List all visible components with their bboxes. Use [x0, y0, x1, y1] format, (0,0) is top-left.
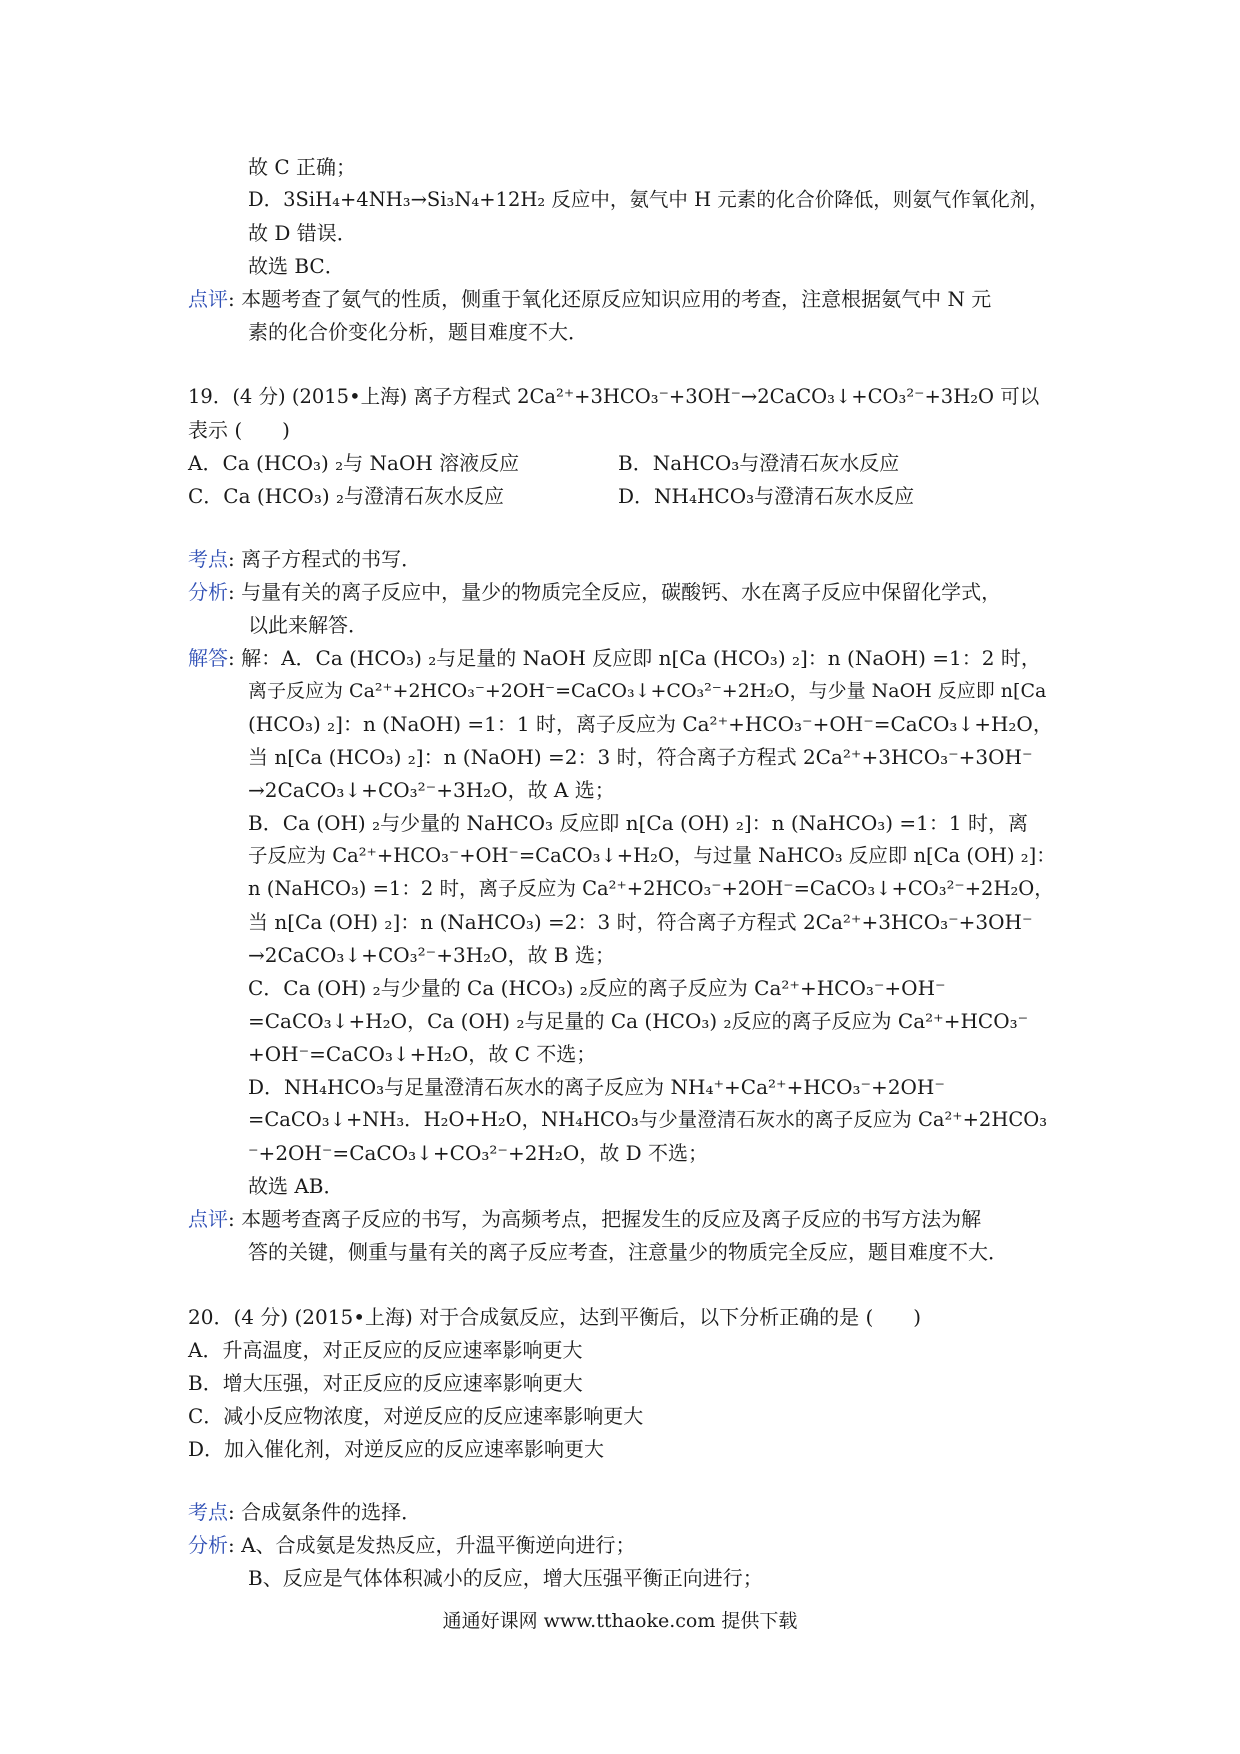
q19-jieda-line: +OH⁻=CaCO₃↓+H₂O，故 C 不选； — [248, 1042, 597, 1066]
prev-answer-line: D．3SiH₄+4NH₃→Si₃N₄+12H₂ 反应中，氨气中 H 元素的化合价降低，则氨气作氧化剂， — [248, 188, 1049, 211]
q19-jieda-line: =CaCO₃↓+NH₃．H₂O+H₂O，NH₄HCO₃与少量澄清石灰水的离子反应为 Ca²⁺+2HCO₃ — [248, 1108, 1048, 1131]
section-label-dianping: 点评 — [188, 287, 228, 311]
q19-jieda-line: B．Ca (OH) ₂与少量的 NaHCO₃ 反应即 n[Ca (OH) ₂]：n (NaHCO₃) =1：1 时，离 — [248, 811, 1028, 835]
q19-option-d: D．NH₄HCO₃与澄清石灰水反应 — [618, 484, 915, 508]
q19-jieda-line: n (NaHCO₃) =1：2 时，离子反应为 Ca²⁺+2HCO₃⁻+2OH⁻=CaCO₃↓+CO₃²⁻+2H₂O， — [248, 877, 1054, 900]
q19-jieda-line: 子反应为 Ca²⁺+HCO₃⁻+OH⁻=CaCO₃↓+H₂O，与过量 NaHCO₃ 反应即 n[Ca (OH) ₂]： — [248, 844, 1056, 867]
q20-stem: 20．(4 分) (2015•上海) 对于合成氨反应，达到平衡后，以下分析正确的是 ( ) — [188, 1305, 922, 1329]
q19-stem: 表示 ( ) — [188, 418, 290, 442]
q20-option-a: A．升高温度，对正反应的反应速率影响更大 — [188, 1338, 583, 1362]
q19-option-b: B．NaHCO₃与澄清石灰水反应 — [618, 451, 900, 475]
q19-option-c: C．Ca (HCO₃) ₂与澄清石灰水反应 — [188, 484, 505, 508]
q20-kaodian: 考点: 合成氨条件的选择． — [188, 1500, 422, 1524]
q19-jieda-line: 当 n[Ca (OH) ₂]：n (NaHCO₃) =2：3 时，符合离子方程式 2Ca²⁺+3HCO₃⁻+3OH⁻ — [248, 910, 1033, 934]
q19-jieda-line: (HCO₃) ₂]：n (NaOH) =1：1 时，离子反应为 Ca²⁺+HCO₃⁻+OH⁻=CaCO₃↓+H₂O， — [248, 712, 1053, 736]
section-label-fenxi: 分析 — [188, 580, 228, 604]
q19-fenxi-line: 以此来解答． — [248, 613, 368, 637]
q19-fenxi: 分析: 与量有关的离子反应中，量少的物质完全反应，碳酸钙、水在离子反应中保留化学式， — [188, 580, 1002, 604]
section-label-kaodian: 考点 — [188, 547, 228, 571]
q19-jieda-line: →2CaCO₃↓+CO₃²⁻+3H₂O，故 A 选； — [248, 778, 615, 802]
prev-answer-line: 故 C 正确； — [248, 155, 357, 179]
q19-jieda: 解答: 解：A．Ca (HCO₃) ₂与足量的 NaOH 反应即 n[Ca (HCO₃) ₂]：n (NaOH) =1：2 时， — [188, 646, 1041, 670]
q19-jieda-line: C．Ca (OH) ₂与少量的 Ca (HCO₃) ₂反应的离子反应为 Ca²⁺+HCO₃⁻+OH⁻ — [248, 976, 946, 1000]
q19-jieda-line: 离子反应为 Ca²⁺+2HCO₃⁻+2OH⁻=CaCO₃↓+CO₃²⁻+2H₂O，与少量 NaOH 反应即 n[Ca — [248, 680, 1047, 702]
section-label-dianping: 点评 — [188, 1207, 228, 1231]
q19-jieda-line: =CaCO₃↓+H₂O，Ca (OH) ₂与足量的 Ca (HCO₃) ₂反应的离子反应为 Ca²⁺+HCO₃⁻ — [248, 1009, 1029, 1033]
q19-kaodian: 考点: 离子方程式的书写． — [188, 547, 422, 571]
page-footer: 通通好课网 www.tthaoke.com 提供下载 — [442, 1610, 798, 1632]
q19-dianping: 点评: 本题考查离子反应的书写，为高频考点，把握发生的反应及离子反应的书写方法为解 — [188, 1207, 982, 1231]
prev-comment-line: 点评: 本题考查了氨气的性质，侧重于氧化还原反应知识应用的考查，注意根据氨气中 N 元 — [188, 287, 992, 311]
q19-stem: 19．(4 分) (2015•上海) 离子方程式 2Ca²⁺+3HCO₃⁻+3OH⁻→2CaCO₃↓+CO₃²⁻+3H₂O 可以 — [188, 385, 1040, 408]
prev-answer-line: 故选 BC． — [248, 254, 345, 278]
q20-option-b: B．增大压强，对正反应的反应速率影响更大 — [188, 1371, 583, 1395]
section-label-jieda: 解答 — [188, 646, 228, 670]
section-label-fenxi: 分析 — [188, 1533, 228, 1557]
prev-comment-line: 素的化合价变化分析，题目难度不大． — [248, 320, 588, 344]
q20-option-c: C．减小反应物浓度，对逆反应的反应速率影响更大 — [188, 1404, 644, 1428]
q19-jieda-line: ⁻+2OH⁻=CaCO₃↓+CO₃²⁻+2H₂O，故 D 不选； — [248, 1141, 709, 1165]
q19-jieda-line: D．NH₄HCO₃与足量澄清石灰水的离子反应为 NH₄⁺+Ca²⁺+HCO₃⁻+2OH⁻ — [248, 1075, 945, 1099]
q19-jieda-line: 故选 AB． — [248, 1174, 344, 1198]
q20-option-d: D．加入催化剂，对逆反应的反应速率影响更大 — [188, 1437, 605, 1461]
section-label-kaodian: 考点 — [188, 1500, 228, 1524]
q19-jieda-line: 当 n[Ca (HCO₃) ₂]：n (NaOH) =2：3 时，符合离子方程式 2Ca²⁺+3HCO₃⁻+3OH⁻ — [248, 745, 1033, 769]
q19-jieda-line: →2CaCO₃↓+CO₃²⁻+3H₂O，故 B 选； — [248, 943, 615, 967]
q19-dianping-line: 答的关键，侧重与量有关的离子反应考查，注意量少的物质完全反应，题目难度不大． — [248, 1240, 1008, 1264]
q19-option-a: A．Ca (HCO₃) ₂与 NaOH 溶液反应 — [188, 451, 520, 475]
q20-fenxi-line: B、反应是气体体积减小的反应，增大压强平衡正向进行； — [248, 1566, 763, 1590]
q20-fenxi: 分析: A、合成氨是发热反应，升温平衡逆向进行； — [188, 1533, 636, 1557]
prev-answer-line: 故 D 错误． — [248, 221, 357, 245]
